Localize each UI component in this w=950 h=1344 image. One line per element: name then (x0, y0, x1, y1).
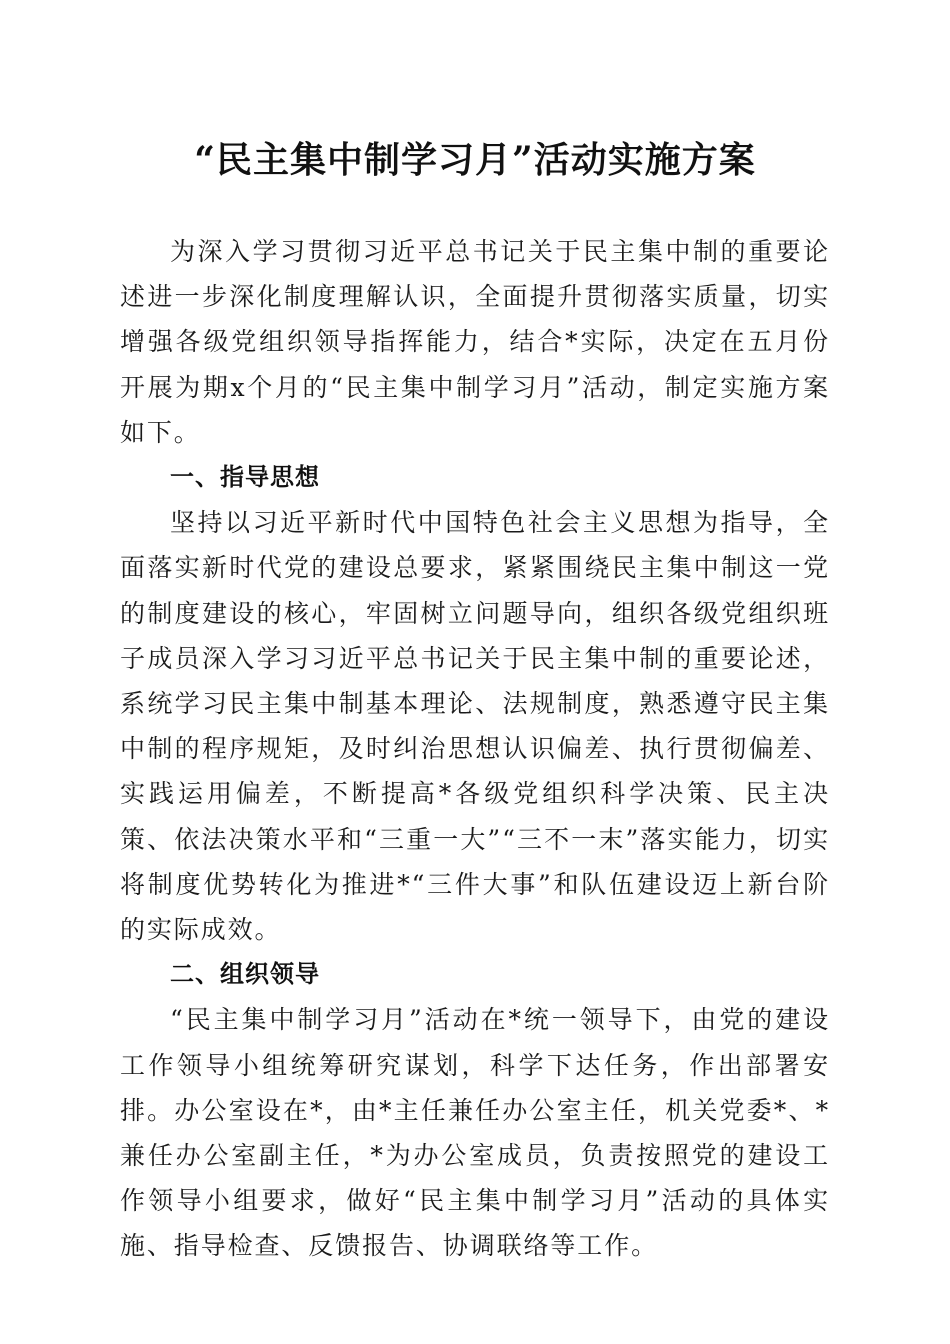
document-body (120, 229, 830, 1269)
section-paragraph-guiding-ideology: 坚持以习近平新时代中国特色社会主义思想为指导，全面落实新时代党的建设总要求，紧紧围绕民主集中制这一党的制度建设的核心，牢固树立问题导向，组织各级党组织班子成员深入学习习近平总书记关于民主集中制的重要论述，系统学习民主集中制基本理论、法规制度，熟悉遵守民主集中制的程序规矩，及时纠治思想认识偏差、执行贯彻偏差、实践运用偏差，不断提高*各级党组织科学决策、民主决策、依法决策水平和“三重一大”“三不一末”落实能力，切实将制度优势转化为推进*“三件大事”和队伍建设迈上新台阶的实际成效。 (120, 508, 830, 945)
section-paragraph-organization-leadership: “民主集中制学习月”活动在*统一领导下，由党的建设工作领导小组统筹研究谋划，科学下达任务，作出部署安排。办公室设在*，由*主任兼任办公室主任，机关党委*、*兼任办公室副主任，*为办公室成员，负责按照党的建设工作领导小组要求，做好“民主集中制学习月”活动的具体实施、指导检查、反馈报告、协调联络等工作。 (120, 1005, 830, 1261)
document-title: “民主集中制学习月”活动实施方案 (194, 139, 756, 181)
intro-paragraph: 为深入学习贯彻习近平总书记关于民主集中制的重要论述进一步深化制度理解认识，全面提升贯彻落实质量，切实增强各级党组织领导指挥能力，结合*实际，决定在五月份开展为期x个月的“民主集中制学习月”活动，制定实施方案如下。 (120, 237, 830, 447)
section-heading-guiding-ideology: 一、指导思想 (170, 463, 320, 492)
section-heading-organization-leadership: 二、组织领导 (170, 960, 320, 989)
